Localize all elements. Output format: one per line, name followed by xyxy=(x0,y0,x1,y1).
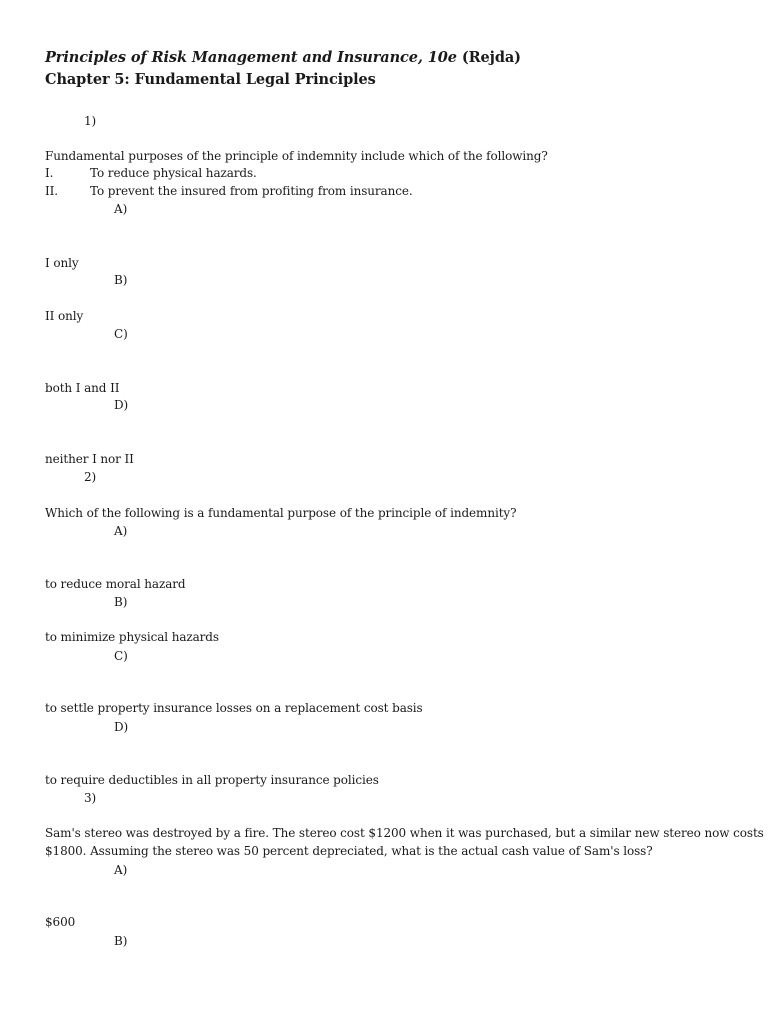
book-title xyxy=(45,49,521,67)
choice-letter: A) xyxy=(114,863,128,877)
choice-letter: C) xyxy=(114,649,128,663)
choice-letter: B) xyxy=(114,273,128,287)
choice-text: to reduce moral hazard xyxy=(45,577,186,591)
book-title-italic: Principles of Risk Management and Insurance, 10e xyxy=(45,49,457,66)
question-stem: Fundamental purposes of the principle of indemnity include which of the following? xyxy=(45,149,548,163)
choice-text: I only xyxy=(45,256,79,270)
choice-text: to minimize physical hazards xyxy=(45,630,219,644)
choice-text: to settle property insurance losses on a replacement cost basis xyxy=(45,701,423,715)
choice-letter: A) xyxy=(114,202,128,216)
chapter-title: Chapter 5: Fundamental Legal Principles xyxy=(45,71,376,88)
choice-text: to require deductibles in all property insurance policies xyxy=(45,773,379,787)
statement-text: To prevent the insured from profiting from insurance. xyxy=(90,184,413,198)
question-stem: Which of the following is a fundamental purpose of the principle of indemnity? xyxy=(45,506,517,520)
choice-letter: C) xyxy=(114,327,128,341)
choice-text: II only xyxy=(45,309,84,323)
choice-letter: B) xyxy=(114,934,128,948)
statement-numeral: I. xyxy=(45,166,54,180)
question-stem-line: $1800. Assuming the stereo was 50 percent depreciated, what is the actual cash value of Sam's loss? xyxy=(45,844,653,858)
choice-letter: D) xyxy=(114,720,129,734)
question-stem-line: Sam's stereo was destroyed by a fire. The stereo cost $1200 when it was purchased, but a similar new stereo now costs xyxy=(45,826,764,840)
choice-text: both I and II xyxy=(45,381,120,395)
book-author: (Rejda) xyxy=(456,49,521,66)
choice-letter: A) xyxy=(114,524,128,538)
question-number: 1) xyxy=(84,114,97,128)
choice-letter: B) xyxy=(114,595,128,609)
choice-text: $600 xyxy=(45,915,76,929)
statement-text: To reduce physical hazards. xyxy=(90,166,257,180)
question-number: 3) xyxy=(84,791,97,805)
question-number: 2) xyxy=(84,470,97,484)
statement-numeral: II. xyxy=(45,184,58,198)
choice-text: neither I nor II xyxy=(45,452,134,466)
choice-letter: D) xyxy=(114,398,129,412)
